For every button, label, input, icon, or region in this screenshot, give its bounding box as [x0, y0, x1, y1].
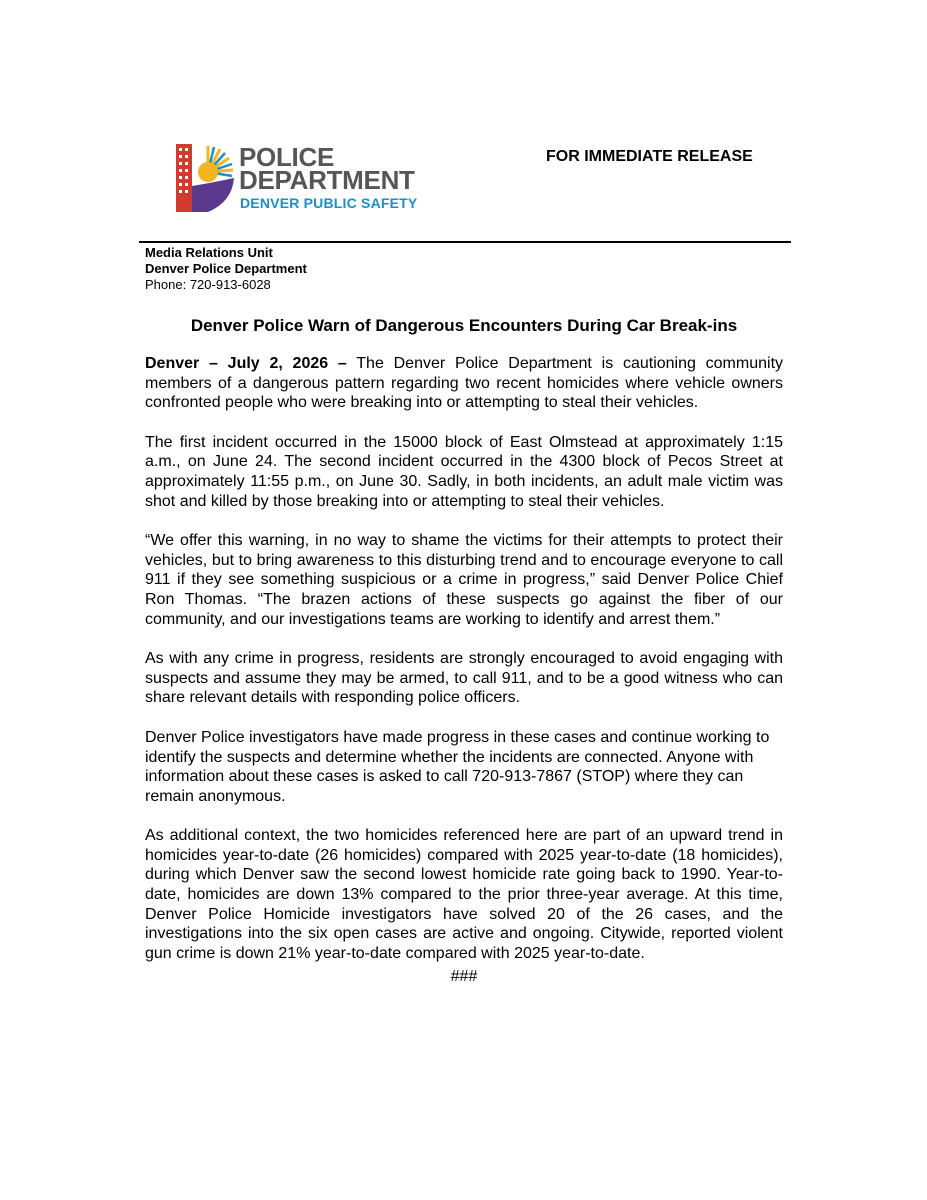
- contact-phone: Phone: 720-913-6028: [145, 277, 271, 292]
- paragraph-4: As with any crime in progress, residents are strongly encouraged to avoid engaging with suspects and assume they may be armed, to call 911, and to be a good witness who can share relevant details with responding police officers.: [145, 650, 783, 707]
- press-release-title: Denver Police Warn of Dangerous Encounters During Car Break-ins: [190, 316, 738, 335]
- dateline: Denver – July 2, 2026 –: [145, 355, 347, 372]
- logo-text-department: DEPARTMENT: [239, 165, 415, 195]
- denver-police-logo-icon: [172, 142, 234, 212]
- contact-block: [145, 245, 307, 293]
- logo-text-police: POLICE: [239, 142, 334, 172]
- contact-unit: Media Relations Unit: [145, 245, 273, 260]
- police-department-logo: [172, 142, 442, 214]
- end-mark: ###: [450, 968, 478, 985]
- contact-department: Denver Police Department: [145, 261, 307, 276]
- paragraph-2: The first incident occurred in the 15000 block of East Olmstead at approximately 1:15 a.m., on June 24. The second incident occurred in the 4300 block of Pecos Street at approximately 11:55 p.m., on June 30. Sadly, in both incidents, an adult male victim was shot and killed by those breaking into or attempting to steal their vehicles.: [145, 433, 783, 510]
- paragraph-1-text: The Denver Police Department is cautioning community members of a dangerous pattern regarding two recent homicides where vehicle owners confronted people who were breaking into or attempting to steal their vehicles.: [145, 355, 784, 412]
- paragraph-3: “We offer this warning, in no way to shame the victims for their attempts to protect their vehicles, but to bring awareness to this disturbing trend and to encourage everyone to call 911 if they see something suspicious or a crime in progress,” said Denver Police Chief Ron Thomas. “The brazen actions of these suspects go against the fiber of our community, and our investigations teams are working to identify and arrest them.”: [145, 532, 783, 628]
- press-release-body: [145, 354, 783, 983]
- header-divider: [139, 241, 791, 243]
- logo-text-denver-public-safety: DENVER PUBLIC SAFETY: [240, 195, 418, 211]
- immediate-release-label: FOR IMMEDIATE RELEASE: [546, 148, 753, 165]
- paragraph-5: Denver Police investigators have made progress in these cases and continue working to identify the suspects and determine whether the incidents are connected. Anyone with information about these cases is asked to call 720-913-7867 (STOP) where they can remain anonymous.: [145, 728, 770, 805]
- paragraph-1: [145, 354, 783, 413]
- paragraph-6: As additional context, the two homicides referenced here are part of an upward trend in homicides year-to-date (26 homicides) compared with 2025 year-to-date (18 homicides), during which Denver saw the second lowest homicide rate going back to 1990. Year-to-date, homicides are down 13% compared to the prior three-year average. At this time, Denver Police Homicide investigators have solved 20 of the 26 cases, and the investigations into the six open cases are active and ongoing. Citywide, reported violent gun crime is down 21% year-to-date compared with 2025 year-to-date.: [145, 827, 783, 962]
